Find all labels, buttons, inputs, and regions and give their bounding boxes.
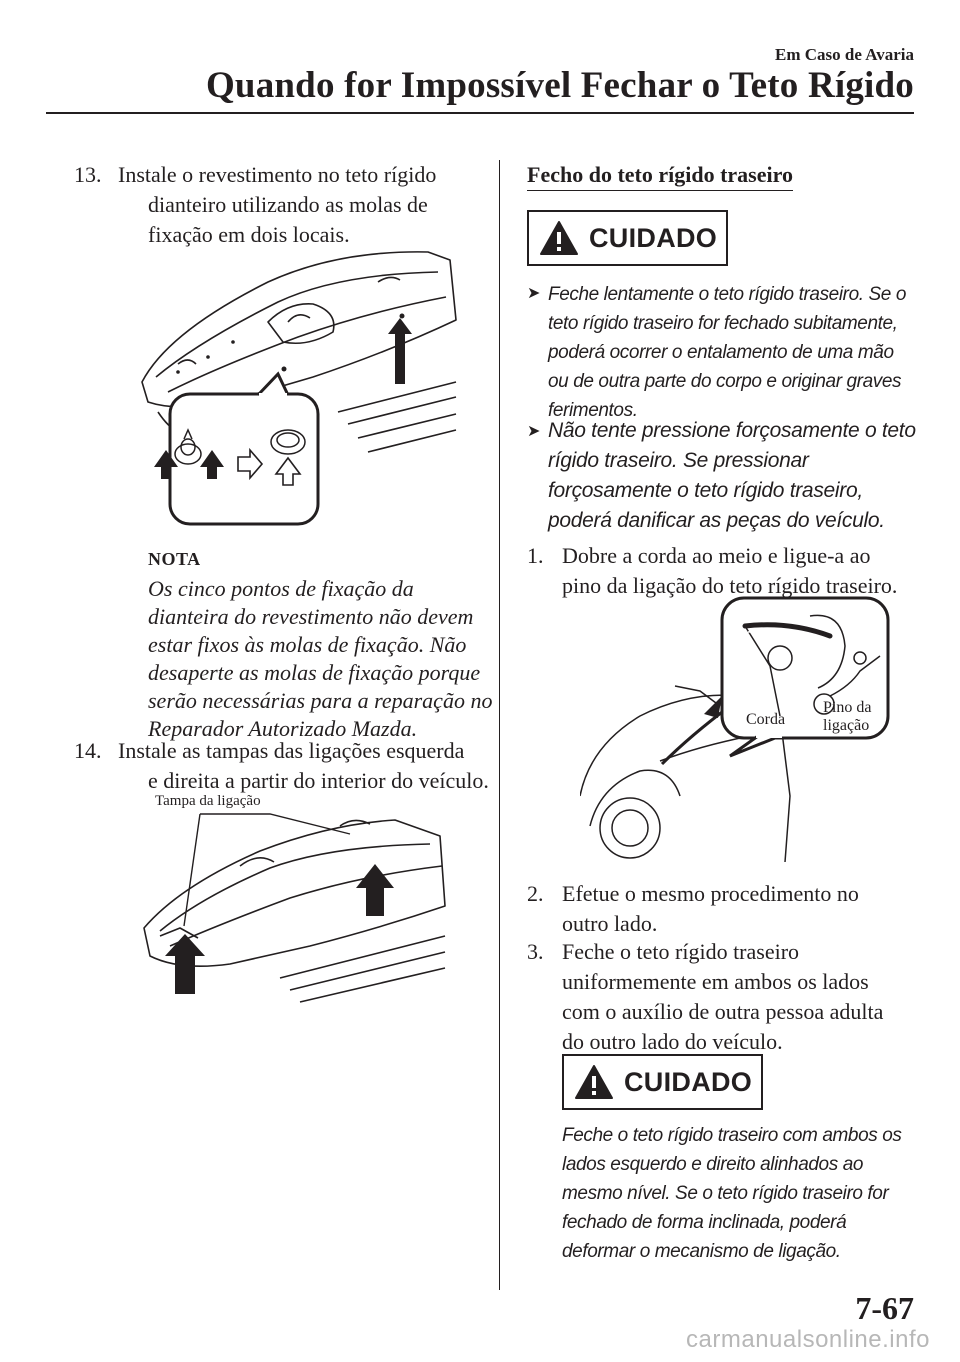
bullet-arrow-icon: ➤ (527, 423, 541, 440)
section-label: Em Caso de Avaria (775, 45, 914, 64)
section-heading: Fecho do teto rígido traseiro (527, 160, 793, 191)
step-3-line-4: do outro lado do veículo. (562, 1029, 783, 1054)
figure-label-pin-2: ligação (823, 717, 870, 734)
step-1-number: 1. (527, 543, 544, 568)
note-line-6: Reparador Autorizado Mazda. (148, 716, 418, 741)
step-13-line-1: Instale o revestimento no teto rígido (118, 162, 437, 187)
note-line-3: estar fixos às molas de fixação. Não (148, 632, 467, 657)
caution-1-line-4: ou de outra parte do corpo e originar graves (548, 371, 902, 392)
step-3-line-1: Feche o teto rígido traseiro (562, 939, 800, 964)
step-2-line-1: Efetue o mesmo procedimento no (562, 881, 859, 906)
step-13-number: 13. (74, 162, 102, 187)
bullet-arrow-icon: ➤ (527, 285, 541, 302)
step-1-line-2: pino da ligação do teto rígido traseiro. (562, 573, 898, 598)
figure-label-pin-1: Pino da (823, 699, 872, 716)
step-13-line-3: fixação em dois locais. (148, 222, 350, 247)
caution-2-line-2: rígido traseiro. Se pressionar (548, 449, 809, 472)
caution-3-line-4: fechado de forma inclinada, poderá (562, 1212, 847, 1233)
step-14-line-2: e direita a partir do interior do veículo. (148, 768, 489, 793)
page-number: 7-67 (855, 1290, 914, 1326)
warning-triangle-icon (537, 218, 581, 258)
caution-3-line-5: deformar o mecanismo de ligação. (562, 1241, 841, 1262)
note-line-2: dianteira do revestimento não devem (148, 604, 474, 629)
step-14-number: 14. (74, 738, 102, 763)
warning-triangle-icon (572, 1062, 616, 1102)
caution-1-line-3: poderá ocorrer o entalamento de uma mão (548, 342, 894, 363)
caution-2-line-1: Não tente pressione forçosamente o teto (548, 419, 916, 442)
watermark: carmanualsonline.info (686, 1326, 930, 1353)
page-title: Quando for Impossível Fechar o Teto Rígido (205, 65, 914, 106)
figure-link-covers (140, 806, 450, 1006)
caution-1-line-5: ferimentos. (548, 400, 638, 421)
step-3-line-3: com o auxílio de outra pessoa adulta (562, 999, 884, 1024)
figure-trim-clips (138, 242, 458, 532)
caution-3-line-3: mesmo nível. Se o teto rígido traseiro for (562, 1183, 889, 1204)
header-rule (46, 112, 914, 114)
caution-box-2 (562, 1054, 763, 1110)
note-line-1: Os cinco pontos de fixação da (148, 576, 414, 601)
note-line-5: serão necessárias para a reparação no (148, 688, 493, 713)
step-2-number: 2. (527, 881, 544, 906)
caution-2-line-3: forçosamente o teto rígido traseiro, (548, 479, 863, 502)
step-3-line-2: uniformemente em ambos os lados (562, 969, 869, 994)
caution-label-2: CUIDADO (624, 1066, 753, 1097)
step-13-line-2: dianteiro utilizando as molas de (148, 192, 428, 217)
caution-label-1: CUIDADO (589, 222, 718, 253)
figure-label-link-cover: Tampa da ligação (155, 793, 261, 809)
caution-3-line-2: lados esquerdo e direito alinhados ao (562, 1154, 864, 1175)
note-line-4: desaperte as molas de fixação porque (148, 660, 481, 685)
caution-1-line-1: Feche lentamente o teto rígido traseiro. Se o (548, 284, 906, 305)
figure-label-rope: Corda (746, 711, 786, 728)
step-3-number: 3. (527, 939, 544, 964)
step-2-line-2: outro lado. (562, 911, 658, 936)
step-14-line-1: Instale as tampas das ligações esquerda (118, 738, 465, 763)
column-divider (499, 160, 500, 1290)
note-title: NOTA (148, 549, 201, 569)
caution-box-1 (527, 210, 728, 266)
caution-3-line-1: Feche o teto rígido traseiro com ambos os (562, 1125, 902, 1146)
caution-2-line-4: poderá danificar as peças do veículo. (548, 509, 885, 532)
caution-1-line-2: teto rígido traseiro for fechado subitamente, (548, 313, 898, 334)
step-1-line-1: Dobre a corda ao meio e ligue-a ao (562, 543, 871, 568)
